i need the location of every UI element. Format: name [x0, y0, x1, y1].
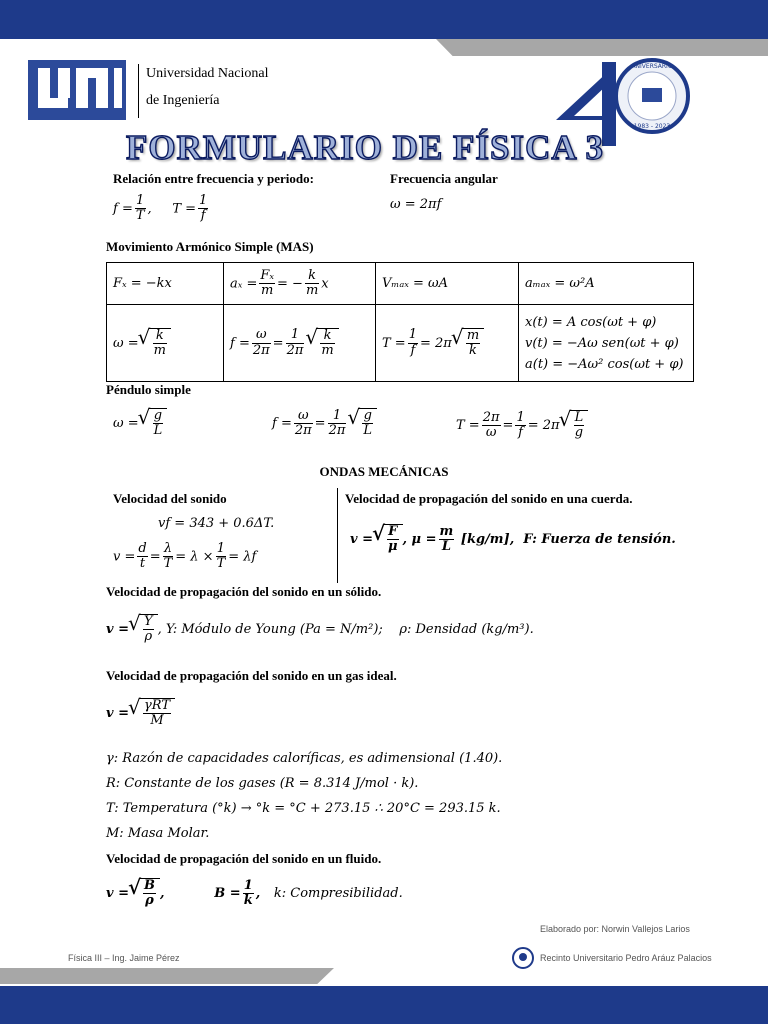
string-speed-formula: v = √ $\frac{F}{\mu}$ , μ = $\frac{m}{L}$ [kg/m], F: Fuerza de tensión. — [350, 524, 676, 555]
sound-speed-heading: Velocidad del sonido — [113, 491, 227, 506]
sound-speed-temp-formula: v𝑓 = 343 + 0.6ΔT. — [158, 516, 275, 531]
university-name-line2: de Ingeniería — [146, 93, 220, 108]
omega-formula: ω = √ $\frac{k}{m}$ — [107, 305, 224, 382]
gas-speed-heading: Velocidad de propagación del sonido en un gas ideal. — [106, 668, 397, 683]
header-divider — [138, 64, 139, 118]
velocity-equation: v(t) = −Aω sen(ωt + φ) — [525, 335, 679, 351]
solid-speed-heading: Velocidad de propagación del sonido en un sólido. — [106, 584, 382, 599]
uni-logo — [28, 60, 126, 120]
acceleration-formula: aₓ = $\frac{\text{Fₓ}}{m}$ = − $\frac{k}{m}$ x — [224, 263, 376, 305]
molar-mass-description: M: Masa Molar. — [106, 826, 210, 841]
wave-speed-formula: v = $\frac{d}{t}$ = $\frac{\lambda}{T}$ = λ × $\frac{1}{T}$ = λf — [113, 541, 257, 572]
fluid-speed-heading: Velocidad de propagación del sonido en un fluido. — [106, 851, 382, 866]
freq-period-formula: f = $\frac{1}{T}$ , T = $\frac{1}{f}$ — [113, 193, 208, 224]
mas-heading: Movimiento Armónico Simple (MAS) — [106, 239, 314, 254]
period-formula: T = $\frac{1}{f}$ = 2π √ $\frac{m}{k}$ — [376, 305, 519, 382]
gas-constant-description: R: Constante de los gases (R = 8.314 J/mol · k). — [106, 776, 419, 791]
pendulum-frequency: f = $\frac{\omega}{2\pi}$ = $\frac{1}{2\pi}$ √ $\frac{g}{L}$ — [272, 408, 377, 439]
angular-freq-formula: ω = 2πf — [390, 197, 442, 212]
page-title: FORMULARIO DE FÍSICA 3 — [125, 128, 604, 167]
position-equation: x(t) = A cos(ωt + φ) — [525, 314, 657, 330]
frequency-formula: f = $\frac{\omega}{2\pi}$ = $\frac{1}{2\pi}$ √ $\frac{k}{m}$ — [224, 305, 376, 382]
bottom-gray-stripe — [0, 968, 334, 984]
gas-speed-formula: v = √ $\frac{\text{γRT}}{M}$ — [106, 698, 175, 729]
university-name-line1: Universidad Nacional — [146, 66, 269, 81]
pendulum-period: T = $\frac{2\pi}{\omega}$ = $\frac{1}{f}$ = 2π √ $\frac{L}{g}$ — [456, 410, 588, 441]
force-formula: Fₓ = −kx — [107, 263, 224, 305]
vmax-formula: Vₘₐₓ = ωA — [376, 263, 519, 305]
freq-period-heading: Relación entre frecuencia y periodo: — [113, 171, 314, 186]
waves-heading: ONDAS MECÁNICAS — [319, 464, 449, 479]
top-gray-stripe — [436, 39, 768, 56]
location-pin-icon — [512, 947, 534, 969]
fluid-speed-formula: v = √ $\frac{B}{\rho}$ , B = $\frac{1}{k}$ , k: Compresibilidad. — [106, 878, 403, 909]
gamma-description: γ: Razón de capacidades caloríficas, es adimensional (1.40). — [106, 751, 503, 766]
bottom-banner — [0, 986, 768, 1024]
svg-text:ANIVERSARIO: ANIVERSARIO — [631, 63, 673, 70]
mas-table — [106, 262, 694, 382]
course-credit: Física III – Ing. Jaime Pérez — [68, 953, 180, 963]
pendulum-omega: ω = √ $\frac{g}{L}$ — [113, 408, 167, 439]
amax-formula: aₘₐₓ = ω²A — [519, 263, 694, 305]
acceleration-equation: a(t) = −Aω² cos(ωt + φ) — [525, 356, 684, 372]
pendulum-heading: Péndulo simple — [106, 382, 191, 397]
author-credit: Elaborado por: Norwin Vallejos Larios — [540, 924, 690, 934]
svg-text:1983 - 2023: 1983 - 2023 — [633, 123, 671, 130]
string-speed-heading: Velocidad de propagación del sonido en una cuerda. — [345, 491, 633, 506]
top-banner — [0, 0, 768, 39]
temperature-description: T: Temperatura (°k) → °k = °C + 273.15 ∴ 20°C = 293.15 k. — [106, 801, 501, 816]
angular-freq-heading: Frecuencia angular — [390, 171, 498, 186]
motion-equations — [519, 305, 694, 382]
solid-speed-formula: v = √ $\frac{Y}{\rho}$ , Y: Módulo de Young (Pa = N/m²); ρ: Densidad (kg/m³). — [106, 614, 534, 645]
section-divider — [337, 488, 338, 583]
campus-name: Recinto Universitario Pedro Aráuz Palacios — [540, 953, 712, 963]
